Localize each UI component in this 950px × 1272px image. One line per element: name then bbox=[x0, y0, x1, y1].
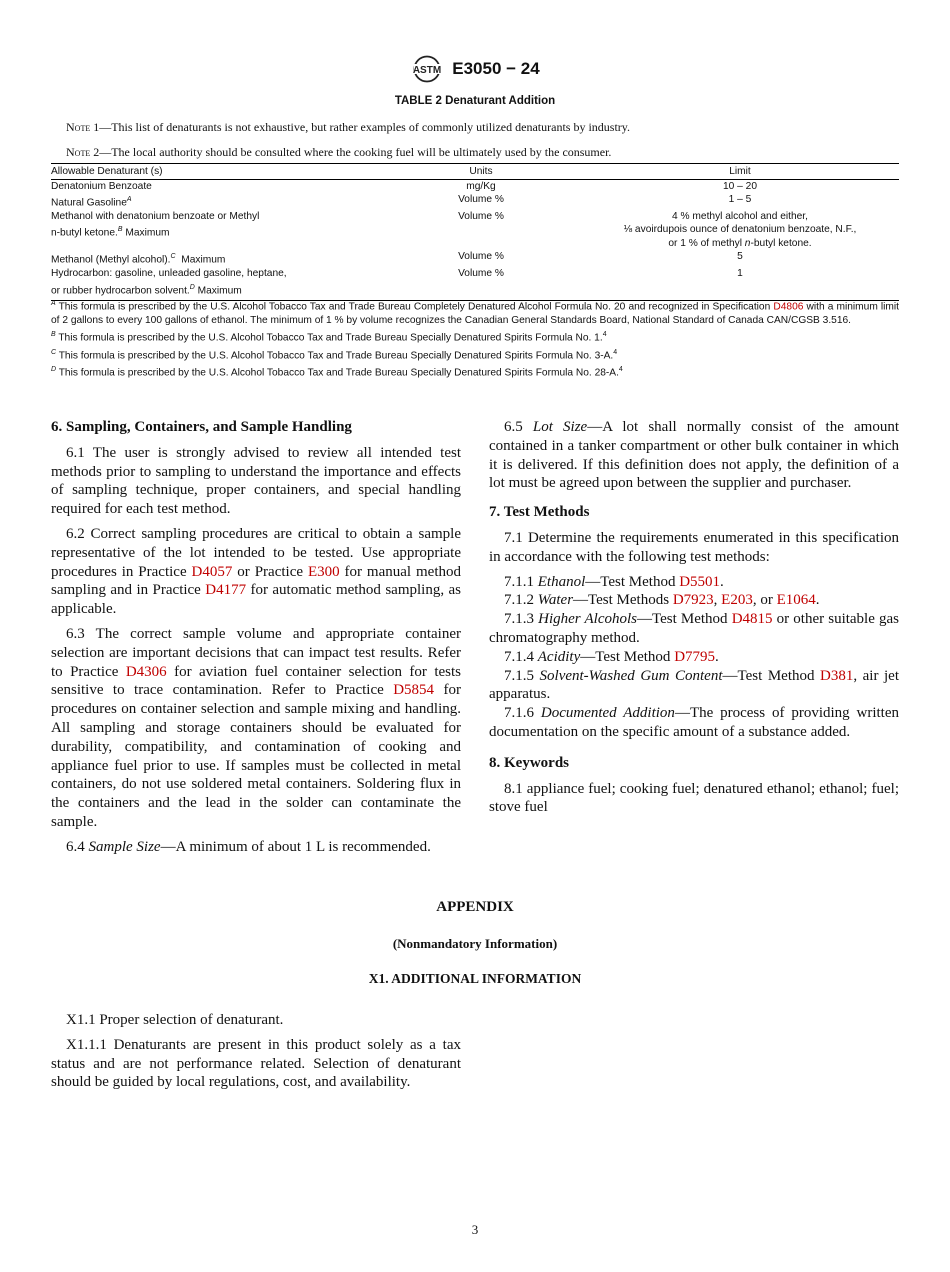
appendix-x1-heading: X1. ADDITIONAL INFORMATION bbox=[368, 971, 582, 986]
table-title: TABLE 2 Denaturant Addition bbox=[394, 95, 556, 107]
appendix-subtitle: (Nonmandatory Information) bbox=[392, 936, 558, 951]
svg-text:ASTM: ASTM bbox=[413, 65, 442, 76]
footnote-b: $^B$ This formula is prescribed by the U.S. Alcohol Tobacco Tax and Trade Bureau Specially Denatured Spirits Formula No. 1.$^4$ bbox=[51, 331, 607, 344]
limit-cell: 1 – 5 bbox=[728, 194, 752, 205]
units-cell: Volume % bbox=[381, 267, 581, 300]
limit-cell: 1 bbox=[581, 267, 899, 300]
paragraph-7-1-1: 7.1.1 Ethanol—Test Method D5501. bbox=[504, 573, 724, 590]
table-row bbox=[51, 179, 899, 193]
limit-cell: 4 % methyl alcohol and either, ⅛ avoirdupois ounce of denatonium benzoate, N.F., or 1 % of methyl n-butyl ketone. bbox=[623, 210, 857, 249]
section-7-heading: 7. Test Methods bbox=[489, 504, 590, 521]
paragraph-7-1: 7.1 Determine the requirements enumerated in this specification in accordance with the following test methods: bbox=[489, 529, 899, 565]
page-header bbox=[0, 54, 950, 84]
denaturant-name: Methanol (Methyl alcohol).$^C$ Maximum bbox=[51, 253, 226, 266]
column-header: Units bbox=[381, 164, 581, 180]
ref-link-e203[interactable]: E203 bbox=[721, 592, 753, 609]
ref-link-d4806[interactable]: D4806 bbox=[773, 301, 804, 313]
table-row bbox=[51, 250, 899, 267]
ref-link-e300[interactable]: E300 bbox=[307, 563, 340, 580]
ref-link-d4177[interactable]: D4177 bbox=[205, 582, 247, 599]
table-footnotes bbox=[51, 297, 899, 381]
denaturant-name: Natural Gasoline$^A$ bbox=[51, 196, 132, 209]
limit-cell: 10 – 20 bbox=[723, 180, 757, 192]
column-header: Allowable Denaturant (s) bbox=[51, 164, 381, 180]
units-cell: mg/Kg bbox=[466, 180, 496, 192]
paragraph-7-1-5: 7.1.5 Solvent-Washed Gum Content—Test Method D381, air jet apparatus. bbox=[489, 667, 899, 703]
paragraph-6-4: 6.4 Sample Size—A minimum of about 1 L is recommended. bbox=[66, 838, 431, 855]
paragraph-8-1: 8.1 appliance fuel; cooking fuel; denatured ethanol; ethanol; fuel; stove fuel bbox=[489, 780, 899, 816]
table-header-row bbox=[51, 164, 899, 180]
ref-link-d4306[interactable]: D4306 bbox=[125, 663, 167, 680]
table-note-1: Note 1—This list of denaturants is not exhaustive, but rather examples of commonly utilized denaturants by industry. bbox=[66, 120, 630, 134]
units-cell: Volume % bbox=[458, 194, 504, 205]
section-8-heading: 8. Keywords bbox=[489, 754, 569, 771]
units-cell: Volume % bbox=[458, 251, 504, 263]
right-column bbox=[489, 418, 899, 823]
ref-link-d381[interactable]: D381 bbox=[820, 667, 854, 684]
page-number: 3 bbox=[471, 1222, 479, 1237]
paragraph-7-1-6: 7.1.6 Documented Addition—The process of providing written documentation on the specific amount of a substance added. bbox=[489, 705, 900, 740]
paragraph-6-1: 6.1 The user is strongly advised to review all intended test methods prior to sampling to understand the importance and effects of sampling technique, proper containers, and special handling required for each test method. bbox=[51, 444, 461, 518]
astm-logo-icon bbox=[410, 54, 444, 84]
denaturant-table bbox=[51, 163, 899, 301]
ref-link-d4815[interactable]: D4815 bbox=[731, 611, 773, 628]
ref-link-d5501[interactable]: D5501 bbox=[679, 573, 721, 590]
ref-link-d4057[interactable]: D4057 bbox=[191, 563, 233, 580]
limit-cell: 5 bbox=[737, 251, 743, 263]
section-6-heading: 6. Sampling, Containers, and Sample Handling bbox=[51, 419, 352, 435]
paragraph-7-1-3: 7.1.3 Higher Alcohols—Test Method D4815 or other suitable gas chromatography method. bbox=[489, 611, 900, 646]
denaturant-name: Methanol with denatonium benzoate or Methyl n-butyl ketone.$^B$ Maximum bbox=[51, 210, 260, 239]
units-cell: Volume % bbox=[458, 210, 504, 222]
paragraph-6-3: 6.3 The correct sample volume and appropriate container selection are important decisions that can impact test results. Refer to Practice D4306 for aviation fuel container selection for tests sensitive to trace contamination. Refer to Practice D5854 for procedures on container selection and sample mixing and handling. All sampling and storage containers should be evaluated for durability, compatibility, and contamination of cooking and appliance fuel prior to use. If samples must be collected in metal containers, do not use soldered metal containers. Soldering flux in the containers and the lead in the solder can contaminate the sample. bbox=[51, 625, 461, 830]
document-id: E3050 − 24 bbox=[452, 59, 540, 78]
left-column bbox=[51, 418, 461, 863]
appendix-title: APPENDIX bbox=[436, 899, 514, 915]
table-note-2: Note 2—The local authority should be consulted where the cooking fuel will be ultimately used by the consumer. bbox=[66, 145, 612, 159]
footnote-c: $^C$ This formula is prescribed by the U.S. Alcohol Tobacco Tax and Trade Bureau Specially Denatured Spirits Formula No. 3-A.$^4$ bbox=[51, 348, 618, 362]
table-row bbox=[51, 210, 899, 251]
paragraph-6-2: 6.2 Correct sampling procedures are critical to obtain a sample representative of the lot intended to be tested. Use appropriate procedures in Practice D4057 or Practice E300 for manual method sampling and in Practice D4177 for automatic method sampling, as applicable. bbox=[51, 525, 461, 618]
denaturant-name: Denatonium Benzoate bbox=[51, 180, 152, 192]
appendix-column bbox=[51, 1011, 461, 1098]
paragraph-x1-1-1: X1.1.1 Denaturants are present in this product solely as a tax status and are not performance related. Selection of denaturant should be guided by local regulations, cost, and availability. bbox=[51, 1036, 461, 1091]
paragraph-7-1-2: 7.1.2 Water—Test Methods D7923, E203, or E1064. bbox=[504, 592, 820, 609]
table-row bbox=[51, 193, 899, 210]
footnote-a: $^A$ This formula is prescribed by the U.S. Alcohol Tobacco Tax and Trade Bureau Completely Denatured Alcohol Formula No. 20 and recognized in Specification D4806 with a minimum limit of 2 gallons to every 100 gallons of ethanol. The minimum of 1 % by volume recognizes the Canadian General Standards Board, National Standard of Canada CAN/CGSB 3.516. bbox=[51, 300, 900, 327]
ref-link-d5854[interactable]: D5854 bbox=[393, 682, 435, 699]
paragraph-7-1-4: 7.1.4 Acidity—Test Method D7795. bbox=[504, 648, 719, 665]
ref-link-d7795[interactable]: D7795 bbox=[674, 648, 716, 665]
denaturant-name: Hydrocarbon: gasoline, unleaded gasoline, heptane, or rubber hydrocarbon solvent.$^D$ Maximum bbox=[51, 267, 381, 300]
column-header: Limit bbox=[581, 164, 899, 180]
ref-link-d7923[interactable]: D7923 bbox=[672, 592, 714, 609]
footnote-d: $^D$ This formula is prescribed by the U.S. Alcohol Tobacco Tax and Trade Bureau Specially Denatured Spirits Formula No. 28-A.$^4$ bbox=[51, 366, 623, 379]
paragraph-6-5: 6.5 Lot Size—A lot shall normally consist of the amount contained in a tanker compartment or other bulk container in which it is delivered. If this definition does not apply, the definition of a lot must be agreed upon between the supplier and purchaser. bbox=[489, 419, 899, 492]
ref-link-e1064[interactable]: E1064 bbox=[776, 592, 816, 609]
table-row bbox=[51, 267, 899, 300]
paragraph-x1-1: X1.1 Proper selection of denaturant. bbox=[66, 1012, 284, 1028]
